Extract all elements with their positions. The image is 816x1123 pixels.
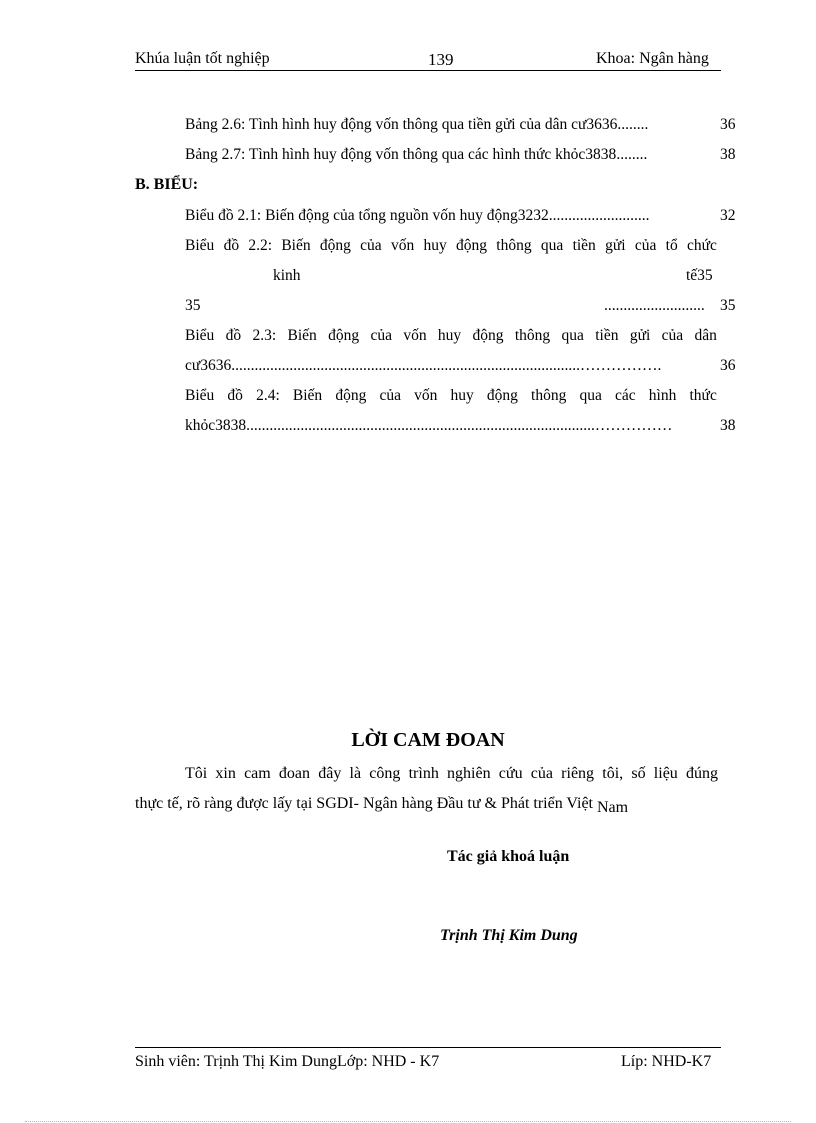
toc-word-kinh: kinh xyxy=(273,267,301,284)
word: qua xyxy=(561,327,584,344)
word: huy xyxy=(450,387,474,404)
word: Biến xyxy=(281,237,311,254)
toc-page: 32 xyxy=(720,207,736,224)
toc-label: khỏc3838 xyxy=(185,417,247,434)
word: huy xyxy=(437,327,462,344)
toc-label: Bảng 2.6: Tình hình huy động vốn thông qua tiền gửi của dân cư3636 xyxy=(185,116,618,133)
word: động xyxy=(319,237,351,254)
word: đồ xyxy=(223,237,240,254)
word: thông xyxy=(514,327,551,344)
footer-rule xyxy=(135,1047,721,1048)
word: qua xyxy=(540,237,564,254)
word: đồ xyxy=(225,327,242,344)
word: Biểu xyxy=(185,237,215,254)
word: động xyxy=(486,387,518,404)
word: hình xyxy=(648,387,677,404)
header-rule xyxy=(135,70,721,71)
para-text-end: Nam xyxy=(597,799,629,816)
toc-chart-2-2-line3-start: 35 xyxy=(185,297,201,314)
declaration-para-line2 xyxy=(135,795,629,816)
word: Biểu xyxy=(185,387,215,404)
word: vốn xyxy=(403,327,427,344)
word: gửi xyxy=(629,327,651,344)
toc-entry-chart-2-2-line1[interactable] xyxy=(185,235,717,257)
word: chức xyxy=(686,237,717,254)
word: dân xyxy=(694,327,717,344)
toc-page: 35 xyxy=(720,297,736,314)
word: động xyxy=(328,327,360,344)
word: thông xyxy=(531,387,567,404)
word: Biến xyxy=(292,387,323,404)
word: động xyxy=(335,387,367,404)
toc-page: 36 xyxy=(720,116,736,133)
toc-entry-chart-2-3-line1[interactable] xyxy=(185,325,717,347)
author-label: Tác giả khoá luận xyxy=(447,848,570,865)
word: động xyxy=(472,327,504,344)
toc-dots: ..........................................................................................…………… xyxy=(246,417,673,434)
word: của xyxy=(360,237,382,254)
toc-label: Bảng 2.7: Tình hình huy động vốn thông qua các hình thức khỏc3838 xyxy=(185,146,617,163)
word: thông xyxy=(496,237,532,254)
word: động xyxy=(456,237,488,254)
word: các xyxy=(615,387,636,404)
toc-dots: ........ xyxy=(616,146,648,163)
word: 2.3: xyxy=(252,327,277,344)
word: gửi xyxy=(605,237,626,254)
toc-entry-table-2-6[interactable] xyxy=(185,114,740,136)
toc-dots: ..........................................................................................……………. xyxy=(231,357,662,374)
author-name: Trịnh Thị Kim Dung xyxy=(440,927,578,944)
word: đồ xyxy=(227,387,243,404)
toc-entry-chart-2-4-line1[interactable] xyxy=(185,385,717,407)
toc-word-te: tế35 xyxy=(686,267,713,284)
toc-entry-table-2-7[interactable] xyxy=(185,144,740,166)
word: của xyxy=(634,237,657,254)
toc-entry-chart-2-1[interactable] xyxy=(185,205,740,227)
word: tiền xyxy=(572,237,596,254)
word: thức xyxy=(689,387,717,404)
toc-label: Biểu đồ 2.1: Biến động của tổng nguồn vốn huy động3232 xyxy=(185,207,549,224)
toc-dots: .......................... xyxy=(604,297,705,314)
word: vốn xyxy=(390,237,415,254)
toc-page: 36 xyxy=(720,357,736,374)
word: vốn xyxy=(414,387,438,404)
word: của xyxy=(661,327,684,344)
word: tổ xyxy=(665,237,678,254)
toc-entry-chart-2-3-line2[interactable] xyxy=(185,355,705,377)
word: Biểu xyxy=(185,327,215,344)
word: huy xyxy=(423,237,447,254)
word: 2.2: xyxy=(248,237,273,254)
page-bottom-border xyxy=(25,1121,791,1122)
toc-label: cư3636 xyxy=(185,357,232,374)
header-left-text: Khúa luận tốt nghiệp xyxy=(135,50,270,67)
word: qua xyxy=(579,387,602,404)
toc-dots: .......................... xyxy=(548,207,650,224)
word: của xyxy=(379,387,401,404)
section-heading: B. BIỂU: xyxy=(135,176,199,193)
toc-page: 38 xyxy=(720,417,736,434)
footer-right-text: Líp: NHD-K7 xyxy=(621,1053,712,1070)
para-text: Tôi xin cam đoan đây là công trình nghiên cứu của riêng tôi, số liệu đúng xyxy=(185,765,718,782)
footer-left-text: Sinh viên: Trịnh Thị Kim DungLớp: NHD - K7 xyxy=(135,1053,440,1070)
toc-dots: ........ xyxy=(617,116,649,133)
para-text: thực tế, rõ ràng được lấy tại SGDI- Ngân hàng Đầu tư & Phát triển Việt xyxy=(135,795,593,812)
word: của xyxy=(370,327,392,344)
header-right-text: Khoa: Ngân hàng xyxy=(596,50,709,67)
word: Biến xyxy=(287,327,317,344)
toc-entry-chart-2-4-line2[interactable] xyxy=(185,415,700,437)
toc-page: 38 xyxy=(720,146,736,163)
page-number: 139 xyxy=(428,50,454,69)
word: tiền xyxy=(595,327,619,344)
declaration-para-line1 xyxy=(185,765,718,783)
declaration-title: LỜI CAM ĐOAN xyxy=(351,729,505,751)
word: 2.4: xyxy=(256,387,280,404)
